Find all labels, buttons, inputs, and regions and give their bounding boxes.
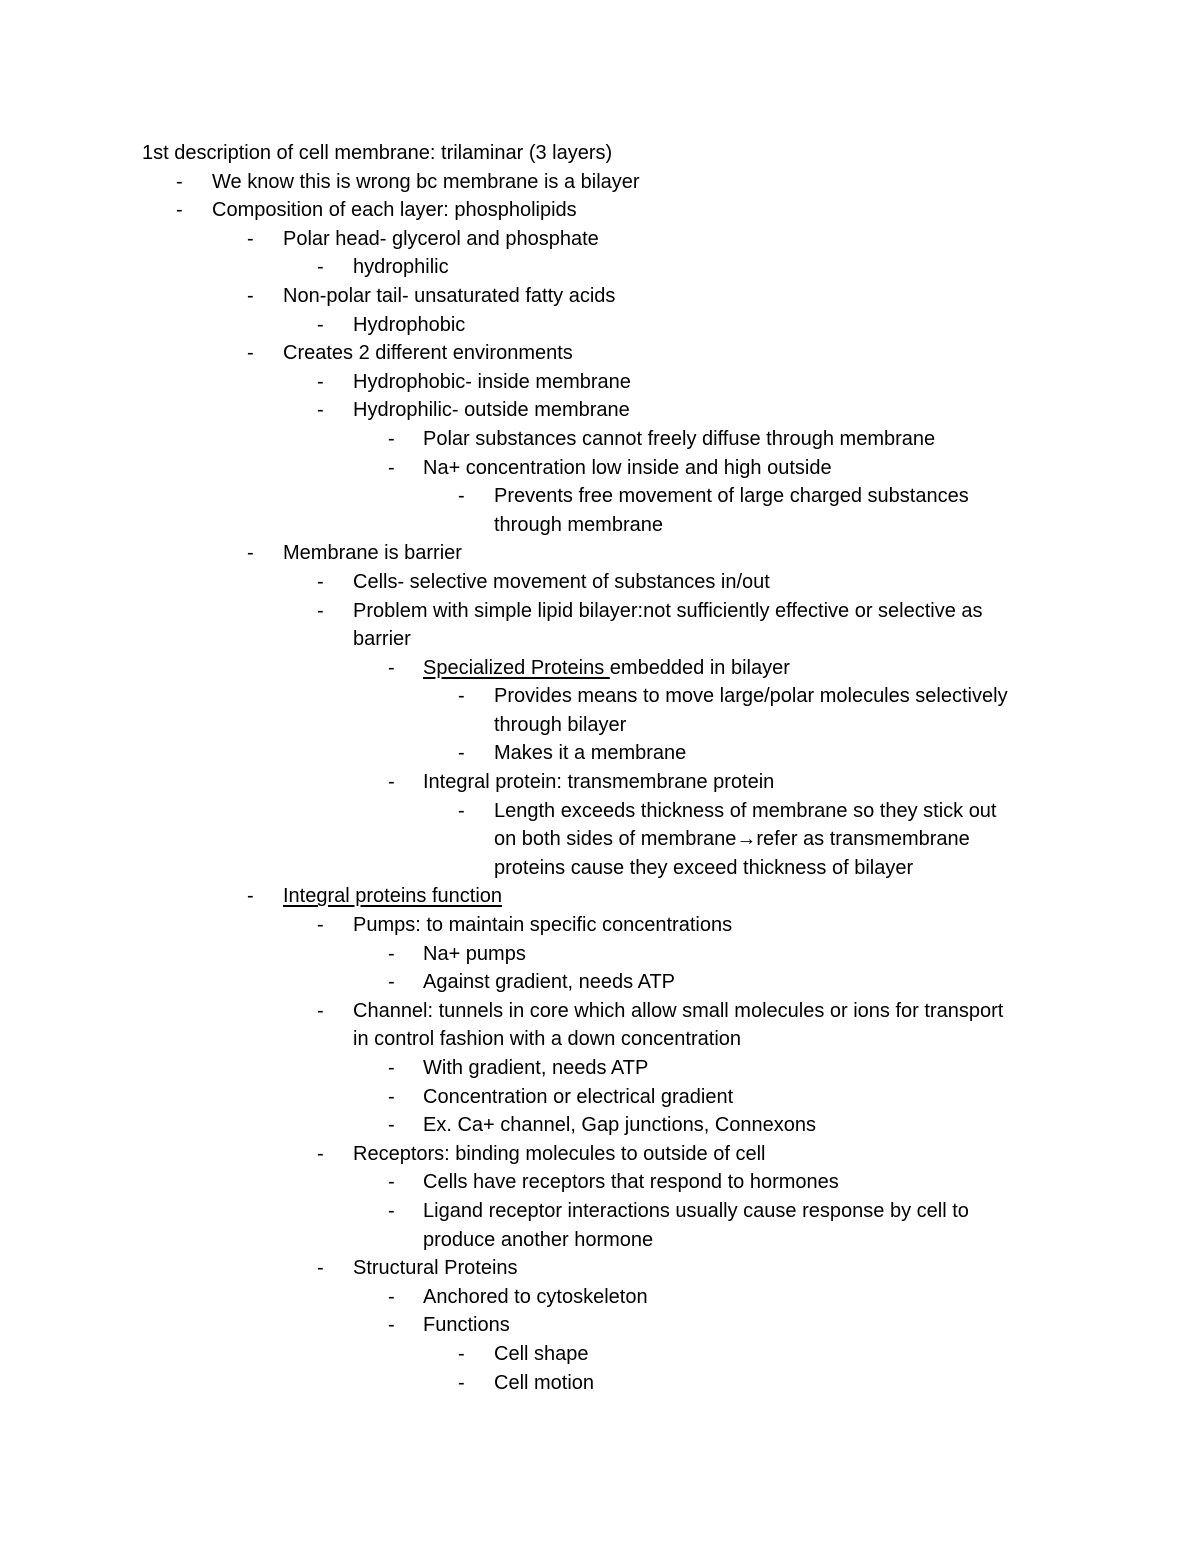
list-item (142, 225, 1072, 254)
list-item-text: Ex. Ca+ channel, Gap junctions, Connexons (423, 1114, 817, 1137)
list-item-text: in control fashion with a down concentration (353, 1028, 742, 1051)
bullet-dash: - (388, 971, 395, 994)
notes-outline (142, 139, 1072, 1397)
list-item (142, 1025, 1072, 1054)
bullet-dash: - (388, 456, 395, 479)
bullet-dash: - (458, 742, 465, 765)
list-item (142, 1140, 1072, 1169)
bullet-dash: - (247, 342, 254, 365)
list-item (142, 511, 1072, 540)
bullet-dash: - (388, 1171, 395, 1194)
list-item (142, 854, 1072, 883)
list-item (142, 625, 1072, 654)
list-item (142, 1083, 1072, 1112)
list-item-text: Concentration or electrical gradient (423, 1085, 734, 1108)
list-item-text: hydrophilic (353, 256, 449, 279)
list-item (142, 1226, 1072, 1255)
bullet-dash: - (247, 227, 254, 250)
bullet-dash: - (317, 313, 324, 336)
bullet-dash: - (317, 599, 324, 622)
list-item-text: Hydrophobic- inside membrane (353, 370, 631, 393)
bullet-dash: - (458, 1342, 465, 1365)
list-item (142, 968, 1072, 997)
list-item-text: Creates 2 different environments (283, 342, 573, 365)
bullet-dash: - (458, 799, 465, 822)
list-item-text: Against gradient, needs ATP (423, 971, 676, 994)
bullet-dash: - (458, 685, 465, 708)
bullet-dash: - (388, 1314, 395, 1337)
list-item-text: Cells have receptors that respond to hormones (423, 1171, 839, 1194)
list-item-text: Hydrophobic (353, 313, 466, 336)
list-item-text: Cell shape (494, 1342, 589, 1365)
bullet-dash: - (176, 199, 183, 222)
list-item (142, 797, 1072, 826)
list-item (142, 339, 1072, 368)
underlined-text: Integral proteins function (283, 885, 503, 908)
bullet-dash: - (317, 570, 324, 593)
list-item (142, 768, 1072, 797)
list-item-text: on both sides of membrane→refer as transmembrane (494, 828, 970, 851)
bullet-dash: - (247, 885, 254, 908)
list-item (142, 1283, 1072, 1312)
list-item (142, 1168, 1072, 1197)
bullet-dash: - (317, 1142, 324, 1165)
list-item-text: We know this is wrong bc membrane is a bilayer (212, 170, 640, 193)
bullet-dash: - (388, 1114, 395, 1137)
list-item-text: Polar substances cannot freely diffuse through membrane (423, 427, 936, 450)
list-item (142, 711, 1072, 740)
list-item (142, 1197, 1072, 1226)
list-item (142, 1254, 1072, 1283)
bullet-dash: - (388, 1285, 395, 1308)
list-item (142, 168, 1072, 197)
bullet-dash: - (388, 1085, 395, 1108)
list-item-text: Na+ concentration low inside and high outside (423, 456, 832, 479)
bullet-dash: - (317, 370, 324, 393)
list-item-text: Channel: tunnels in core which allow small molecules or ions for transport (353, 999, 1004, 1022)
bullet-dash: - (388, 656, 395, 679)
list-item-text: Na+ pumps (423, 942, 526, 965)
list-item (142, 539, 1072, 568)
list-item-text: Receptors: binding molecules to outside of cell (353, 1142, 766, 1165)
list-item-text: Polar head- glycerol and phosphate (283, 227, 599, 250)
underlined-text: Specialized Proteins (423, 656, 610, 679)
list-item-text: With gradient, needs ATP (423, 1057, 649, 1079)
list-item-text: barrier (353, 628, 411, 651)
list-item (142, 682, 1072, 711)
bullet-dash: - (317, 999, 324, 1022)
list-item-text: Anchored to cytoskeleton (423, 1285, 648, 1308)
list-item (142, 454, 1072, 483)
list-item-text: through bilayer (494, 713, 627, 736)
list-item (142, 997, 1072, 1026)
bullet-dash: - (458, 1371, 465, 1394)
bullet-dash: - (388, 1057, 395, 1079)
bullet-dash: - (317, 399, 324, 422)
list-item (142, 311, 1072, 340)
bullet-dash: - (317, 914, 324, 937)
bullet-dash: - (247, 542, 254, 565)
list-item (142, 597, 1072, 626)
bullet-dash: - (317, 1257, 324, 1280)
list-item-text: produce another hormone (423, 1228, 654, 1251)
list-item-text: Functions (423, 1314, 510, 1337)
list-item (142, 940, 1072, 969)
bullet-dash: - (388, 771, 395, 794)
list-item-text: Prevents free movement of large charged substances (494, 485, 969, 508)
list-item (142, 253, 1072, 282)
list-item-text: Cell motion (494, 1371, 595, 1394)
list-item-text: Hydrophilic- outside membrane (353, 399, 630, 422)
list-item (142, 1111, 1072, 1140)
list-item-text: Makes it a membrane (494, 742, 687, 765)
list-item-text: Pumps: to maintain specific concentrations (353, 914, 733, 937)
list-item (142, 482, 1072, 511)
bullet-list (142, 168, 1072, 1398)
list-item-text: Membrane is barrier (283, 542, 462, 565)
list-item (142, 882, 1072, 911)
list-item-text: Length exceeds thickness of membrane so they stick out (494, 799, 997, 822)
bullet-dash: - (247, 284, 254, 307)
list-item (142, 911, 1072, 940)
list-item (142, 1311, 1072, 1340)
list-item (142, 282, 1072, 311)
list-item-text: Integral protein: transmembrane protein (423, 771, 775, 794)
bullet-dash: - (388, 427, 395, 450)
list-item (142, 1340, 1072, 1369)
list-item (142, 739, 1072, 768)
bullet-dash: - (388, 942, 395, 965)
list-item-text: proteins cause they exceed thickness of bilayer (494, 856, 914, 879)
list-item (142, 825, 1072, 854)
list-item-text: embedded in bilayer (609, 656, 790, 679)
bullet-dash: - (176, 170, 183, 193)
bullet-dash: - (388, 1199, 395, 1222)
list-item (142, 1369, 1072, 1398)
list-item-text: through membrane (494, 513, 663, 536)
list-item-text: Cells- selective movement of substances in/out (353, 570, 770, 593)
list-item-text: Ligand receptor interactions usually cause response by cell to (423, 1199, 969, 1222)
list-item-text: Composition of each layer: phospholipids (212, 199, 577, 222)
list-item-text: Problem with simple lipid bilayer:not sufficiently effective or selective as (353, 599, 983, 622)
list-item-text: Non-polar tail- unsaturated fatty acids (283, 284, 616, 307)
list-item (142, 425, 1072, 454)
list-item-text: Provides means to move large/polar molecules selectively (494, 685, 1008, 708)
bullet-dash: - (317, 256, 324, 279)
list-item (142, 196, 1072, 225)
list-item (142, 368, 1072, 397)
notes-title: 1st description of cell membrane: trilaminar (3 layers) (142, 142, 613, 164)
list-item (142, 654, 1072, 683)
list-item (142, 568, 1072, 597)
bullet-dash: - (458, 485, 465, 508)
list-item (142, 396, 1072, 425)
list-item (142, 1054, 1072, 1083)
list-item-text: Structural Proteins (353, 1257, 518, 1280)
